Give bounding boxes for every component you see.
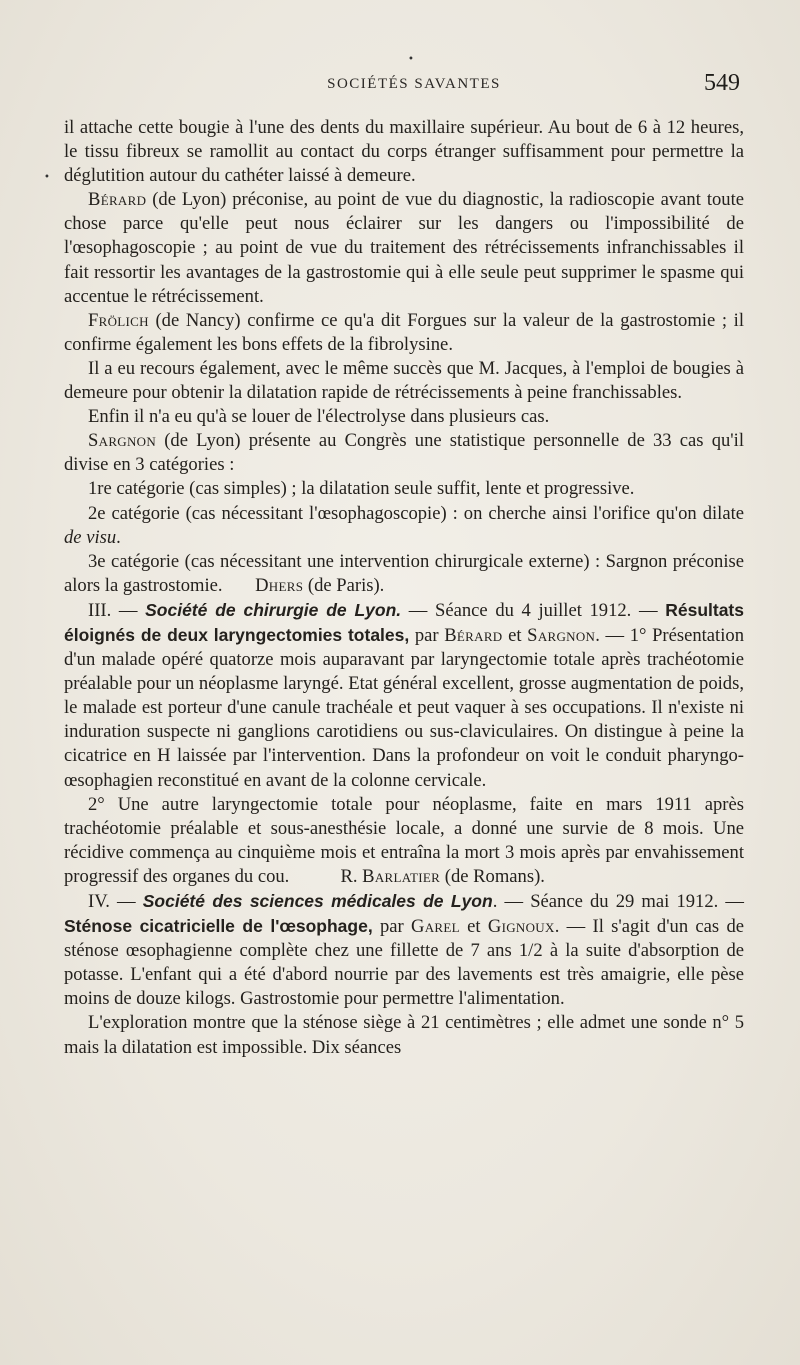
category-2-end: . [116, 526, 121, 548]
paragraph-exploration: L'exploration montre que la sténose siège à 21 centimètres ; elle admet une sonde n° 5 mais la dilatation est impossible. Dix séances [64, 1012, 744, 1058]
category-2-text: 2e catégorie (cas nécessitant l'œsophagoscopie) : on cherche ainsi l'orifice qu'on dilate [88, 502, 744, 524]
section-number: IV. — [88, 891, 143, 912]
category-1: 1re catégorie (cas simples) ; la dilatation seule suffit, lente et progressive. [88, 478, 635, 500]
article-title: Résultats éloignés de deux laryngectomies totales, [64, 599, 744, 645]
and: et [459, 916, 488, 938]
author-affiliation: (de Romans). [440, 865, 545, 887]
case-2-text: 2° Une autre laryngectomie totale pour néoplasme, faite en mars 1911 après trachéotomie préalable et sous-anesthésie locale, a donné une survie de 8 mois. Une récidive commença au cinquième mois et entraîna la mort 3 mois après par envahissement progressif des organes du cou. [64, 793, 744, 887]
article-title: Sténose cicatricielle de l'œsophage, [64, 916, 373, 937]
category-3 [64, 550, 744, 598]
dash: — [631, 599, 666, 621]
author-name: Sargnon [88, 430, 157, 452]
author-name: Bérard [444, 624, 503, 646]
paragraph-sargnon [64, 429, 744, 477]
author-initial: R. [340, 865, 363, 887]
italic-term: de visu [64, 526, 117, 548]
author-name: Dhers [255, 574, 304, 596]
paragraph-text: (de Lyon) préconise, au point de vue du diagnostic, la radioscopie avant toute chose parce qu'elle peut nous éclairer sur les dangers ou l'impossibilité de l'œsophagoscopie ; au point de vue du traitement des rétrécissements infranchissables il fait ressortir les avantages de la gastrostomie qui à elle seule peut supprimer le spasme qui accentue le rétrécissement. [64, 189, 744, 307]
by: par [409, 624, 445, 646]
and: et [502, 624, 528, 646]
dash: — [718, 891, 745, 912]
author-name: Barlatier [362, 865, 441, 887]
case-2 [64, 793, 744, 889]
section-text: . — 1° Présentation d'un malade opéré quatorze mois auparavant par laryngectomie totale après trachéotomie préalable pour un néoplasme laryngé. Etat général excellent, grosse augmentation de poids, le malade est porteur d'une canule trachéale et peut vaquer à ses occupations. Il n'existe ni induration suspecte ni ganglions carotidiens ou sus-claviculaires. On distingue à peine la cicatrice en H laissée par l'intervention. Dans la profondeur on voit le conduit pharyngo-œsophagien reconstitué en avant de la colonne cervicale. [64, 624, 744, 791]
paragraph-1: il attache cette bougie à l'une des dents du maxillaire supérieur. Au bout de 6 à 12 heures, le tissu fibreux se ramollit au contact du corps étranger suffisamment pour permettre la déglutition autour du cathéter laissé à demeure. [64, 117, 744, 187]
paragraph-text: (de Nancy) confirme ce qu'a dit Forgues sur la valeur de la gastrostomie ; il confirme également les bons effets de la fibrolysine. [64, 309, 744, 355]
section-number: III. — [88, 599, 146, 621]
paragraph-berard [64, 188, 744, 308]
paragraph-frolich [64, 309, 744, 357]
paragraph-4: Il a eu recours également, avec le même succès que M. Jacques, à l'emploi de bougies à demeure pour obtenir la dilatation rapide de rétrécissements à peine franchissables. [64, 357, 744, 404]
section-iii [64, 598, 744, 793]
section-text: . — Il s'agit d'un cas de sténose œsophagienne complète chez une fillette de 7 ans 1/2 à la suite d'absorption de potasse. L'enfant qui a été d'abord nourrie par des lavements est très amaigrie, elle pèse moins de douze kilogs. Gastrostomie pour permettre l'alimentation. [64, 916, 745, 1010]
running-header [88, 54, 740, 98]
body-text [64, 116, 744, 1060]
author-name: Garel [411, 916, 460, 938]
header-mark: • [408, 54, 414, 65]
paragraph-text: (de Lyon) présente au Congrès une statistique personnelle de 33 cas qu'il divise en 3 catégories : [64, 430, 744, 476]
section-iv [64, 889, 744, 1011]
society-name: Société des sciences médicales de Lyon [142, 891, 493, 911]
author-name: Bérard [88, 189, 147, 211]
author-affiliation: (de Paris). [303, 574, 385, 596]
session-date: . — Séance du 29 mai 1912. [492, 891, 719, 912]
running-title: SOCIÉTÉS SAVANTES [327, 76, 501, 92]
by: par [372, 916, 412, 938]
society-name: Société de chirurgie de Lyon. [145, 599, 402, 620]
author-name: Gignoux [487, 916, 555, 938]
paragraph-5: Enfin il n'a eu qu'à se louer de l'électrolyse dans plusieurs cas. [88, 406, 550, 428]
margin-mark: • [44, 172, 50, 183]
author-name: Frölich [88, 309, 149, 331]
author-name: Sargnon [527, 624, 596, 646]
session-date: — Séance du 4 juillet 1912. [401, 599, 632, 621]
page-number: 549 [704, 70, 740, 96]
category-3-text: 3e catégorie (cas nécessitant une intervention chirurgicale externe) : Sargnon préconise alors la gastrostomie. [64, 550, 744, 596]
category-2 [64, 502, 744, 550]
